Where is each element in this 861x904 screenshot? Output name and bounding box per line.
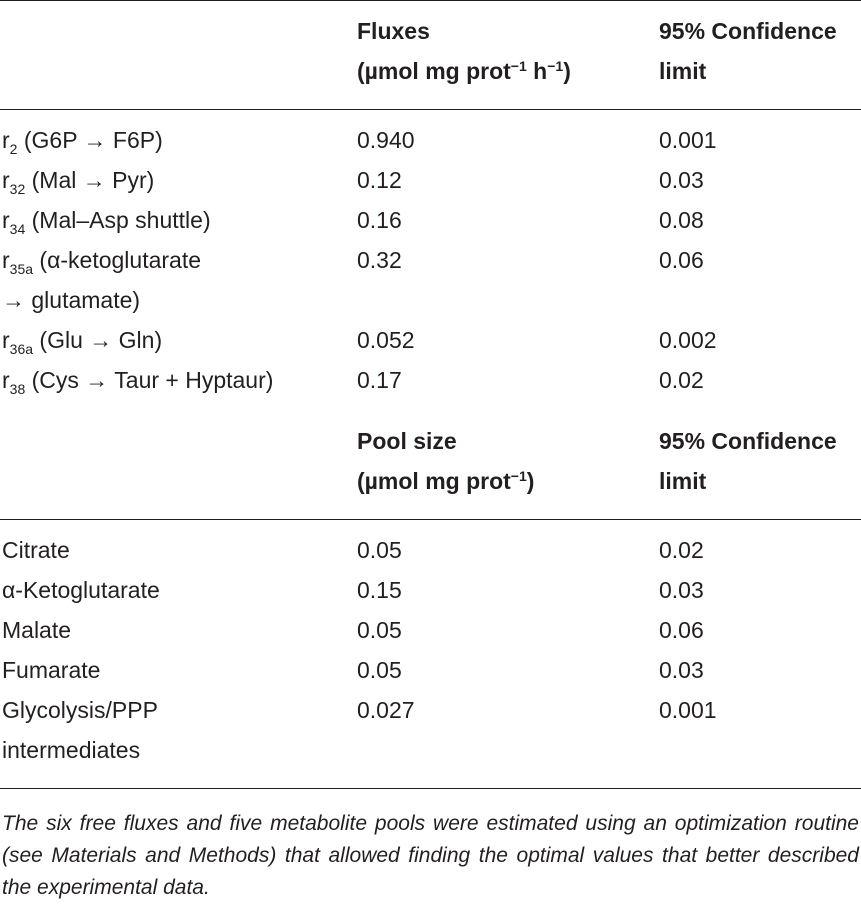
flux-limit: 0.06 (659, 247, 704, 273)
flux-limit: 0.02 (659, 367, 704, 393)
pool-limit: 0.06 (659, 617, 704, 643)
table-row (0, 360, 861, 400)
flux-desc: (Mal → Pyr) (25, 167, 155, 193)
flux-desc: (G6P → F6P) (17, 127, 163, 153)
flux-label (2, 120, 163, 160)
flux-sub: 36a (9, 341, 34, 357)
pool-label: α-Ketoglutarate (2, 577, 160, 603)
pool-limit: 0.001 (659, 697, 717, 723)
flux-sub: 34 (9, 221, 26, 237)
pool-value: 0.05 (357, 617, 402, 643)
flux-desc: (Glu → Gln) (33, 327, 163, 353)
table-row (0, 690, 861, 730)
pool-limit: 0.02 (659, 537, 704, 563)
flux-header-row-1 (0, 11, 861, 51)
flux-units-sup2: −1 (547, 58, 564, 74)
flux-r: r (2, 247, 10, 273)
flux-value: 0.16 (357, 207, 402, 233)
pool-value: 0.15 (357, 577, 402, 603)
flux-units-post: ) (563, 58, 571, 84)
flux-desc: (α-ketoglutarate (33, 247, 202, 273)
pool-header-row-1 (0, 421, 861, 461)
flux-limit: 0.002 (659, 327, 717, 353)
table-row-continuation (0, 280, 861, 320)
flux-limit: 0.03 (659, 167, 704, 193)
flux-units-mid: h (526, 58, 548, 84)
flux-header-units (357, 51, 571, 91)
table-row (0, 160, 861, 200)
pool-limit: 0.03 (659, 657, 704, 683)
pool-header-limit: limit (659, 468, 707, 494)
flux-sub: 35a (9, 261, 34, 277)
pool-label: Citrate (2, 537, 70, 563)
flux-header-limit: limit (659, 58, 707, 84)
pool-value: 0.05 (357, 657, 402, 683)
pool-value: 0.027 (357, 697, 415, 723)
flux-value: 0.940 (357, 127, 415, 153)
flux-sub: 2 (9, 141, 18, 157)
flux-units-sup1: −1 (510, 58, 527, 74)
flux-label (2, 240, 201, 280)
table-footnote: The six free fluxes and five metabolite pools were estimated using an optimization routine (see Materials and Methods) that allowed finding the optimal values that better described the experimental data. (2, 812, 859, 899)
flux-desc: (Mal–Asp shuttle) (25, 207, 211, 233)
table-bottom-rule (0, 788, 861, 789)
flux-desc: (Cys → Taur + Hyptaur) (25, 367, 274, 393)
flux-limit: 0.08 (659, 207, 704, 233)
flux-r: r (2, 207, 10, 233)
pool-header-size: Pool size (357, 428, 457, 454)
pool-label-continued: intermediates (2, 737, 141, 763)
table-row-continuation (0, 730, 861, 770)
flux-r: r (2, 127, 10, 153)
table-row (0, 200, 861, 240)
flux-label (2, 320, 162, 360)
pool-header-rule (0, 519, 861, 520)
flux-limit: 0.001 (659, 127, 717, 153)
flux-label-continued: → glutamate) (2, 287, 141, 313)
flux-label (2, 360, 273, 400)
flux-header-fluxes: Fluxes (357, 18, 430, 44)
table-row (0, 570, 861, 610)
table-row (0, 650, 861, 690)
flux-label (2, 200, 211, 240)
flux-value: 0.12 (357, 167, 402, 193)
flux-value: 0.17 (357, 367, 402, 393)
flux-value: 0.32 (357, 247, 402, 273)
pool-header-confidence: 95% Confidence (659, 428, 837, 454)
flux-r: r (2, 327, 10, 353)
table-top-rule (0, 0, 861, 1)
pool-units-pre: (µmol mg prot (357, 468, 511, 494)
pool-units-post: ) (526, 468, 535, 494)
flux-header-row-2 (0, 51, 861, 91)
pool-label: Fumarate (2, 657, 101, 683)
pool-label: Malate (2, 617, 72, 643)
pool-value: 0.05 (357, 537, 402, 563)
pool-header-row-2 (0, 461, 861, 501)
flux-r: r (2, 167, 10, 193)
table-row (0, 530, 861, 570)
table-row (0, 610, 861, 650)
table-row (0, 120, 861, 160)
flux-sub: 32 (9, 181, 26, 197)
pool-limit: 0.03 (659, 577, 704, 603)
flux-r: r (2, 367, 10, 393)
pool-label: Glycolysis/PPP (2, 697, 158, 723)
flux-header-confidence: 95% Confidence (659, 18, 837, 44)
table-row (0, 240, 861, 280)
flux-label (2, 160, 154, 200)
pool-units-sup1: −1 (510, 468, 527, 484)
flux-sub: 38 (9, 381, 26, 397)
pool-header-units (357, 461, 534, 501)
flux-units-pre: (µmol mg prot (357, 58, 511, 84)
flux-value: 0.052 (357, 327, 415, 353)
table-row (0, 320, 861, 360)
flux-header-rule (0, 109, 861, 110)
